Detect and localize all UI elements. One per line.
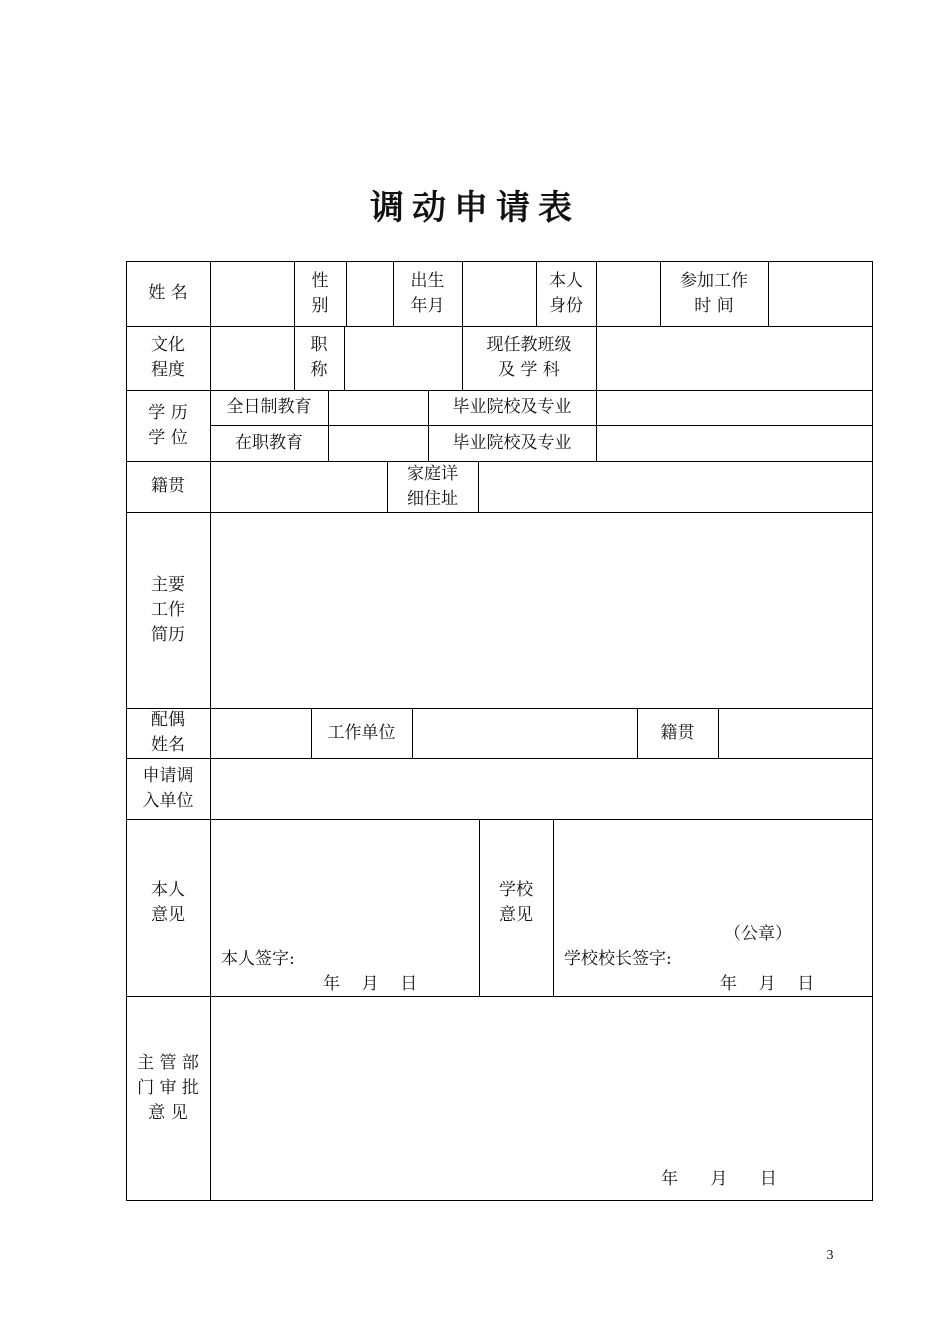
native-place-label: 籍贯 bbox=[151, 476, 185, 496]
principal-sign-label: 学校校长签字: bbox=[564, 949, 672, 969]
inservice-education-label: 在职教育 bbox=[235, 432, 303, 453]
class-subject-field[interactable] bbox=[597, 327, 872, 390]
official-seal-label: （公章） bbox=[724, 924, 792, 944]
spouse-name-field[interactable] bbox=[211, 709, 311, 758]
school-major-field-2[interactable] bbox=[597, 426, 872, 461]
personal-date: 年 月 日 bbox=[323, 974, 418, 994]
education-label: 文化 程度 bbox=[151, 335, 185, 380]
fulltime-education-field[interactable] bbox=[329, 391, 428, 425]
birth-field[interactable] bbox=[463, 262, 536, 326]
form-title: 调动申请表 bbox=[370, 188, 580, 228]
gender-field[interactable] bbox=[347, 262, 393, 326]
identity-field[interactable] bbox=[597, 262, 660, 326]
personal-opinion-label: 本人 意见 bbox=[151, 879, 185, 925]
school-date: 年 月 日 bbox=[720, 974, 815, 994]
gender-label: 性 别 bbox=[311, 270, 329, 316]
school-major-field-1[interactable] bbox=[597, 391, 872, 425]
work-start-label: 参加工作 时 间 bbox=[680, 270, 748, 316]
spouse-native-field[interactable] bbox=[719, 709, 872, 758]
school-opinion-label: 学校 意见 bbox=[499, 879, 533, 925]
education-field[interactable] bbox=[211, 327, 294, 390]
target-unit-label: 申请调 入单位 bbox=[142, 765, 194, 811]
professional-title-label: 职 称 bbox=[310, 335, 328, 380]
name-field[interactable] bbox=[211, 262, 294, 326]
target-unit-field[interactable] bbox=[211, 759, 872, 819]
approval-date: 年 月 日 bbox=[661, 1169, 777, 1189]
class-subject-label: 现任教班级 及 学 科 bbox=[486, 335, 572, 380]
personal-sign-label: 本人签字: bbox=[221, 949, 295, 969]
spouse-name-label: 配偶 姓名 bbox=[151, 710, 185, 755]
work-resume-label: 主要 工作 简历 bbox=[151, 574, 185, 645]
transfer-application-table bbox=[126, 261, 873, 1201]
professional-title-field[interactable] bbox=[345, 327, 462, 390]
native-place-field[interactable] bbox=[211, 462, 387, 512]
identity-label: 本人 身份 bbox=[549, 270, 583, 316]
name-label: 姓 名 bbox=[148, 283, 188, 303]
fulltime-education-label: 全日制教育 bbox=[226, 397, 312, 417]
degree-label: 学 历 学 位 bbox=[148, 402, 188, 448]
work-resume-field[interactable] bbox=[211, 513, 872, 708]
spouse-unit-label: 工作单位 bbox=[327, 722, 396, 743]
birth-label: 出生 年月 bbox=[410, 270, 445, 316]
school-major-label-1: 毕业院校及专业 bbox=[452, 397, 572, 417]
work-start-field[interactable] bbox=[769, 262, 872, 326]
spouse-native-label: 籍贯 bbox=[660, 722, 695, 743]
department-approval-label: 主 管 部 门 审 批 意 见 bbox=[137, 1052, 199, 1123]
school-major-label-2: 毕业院校及专业 bbox=[452, 432, 572, 453]
home-address-field[interactable] bbox=[479, 462, 872, 512]
spouse-unit-field[interactable] bbox=[413, 709, 637, 758]
home-address-label: 家庭详 细住址 bbox=[407, 463, 458, 509]
inservice-education-field[interactable] bbox=[329, 426, 428, 461]
page-number: 3 bbox=[826, 1248, 834, 1263]
